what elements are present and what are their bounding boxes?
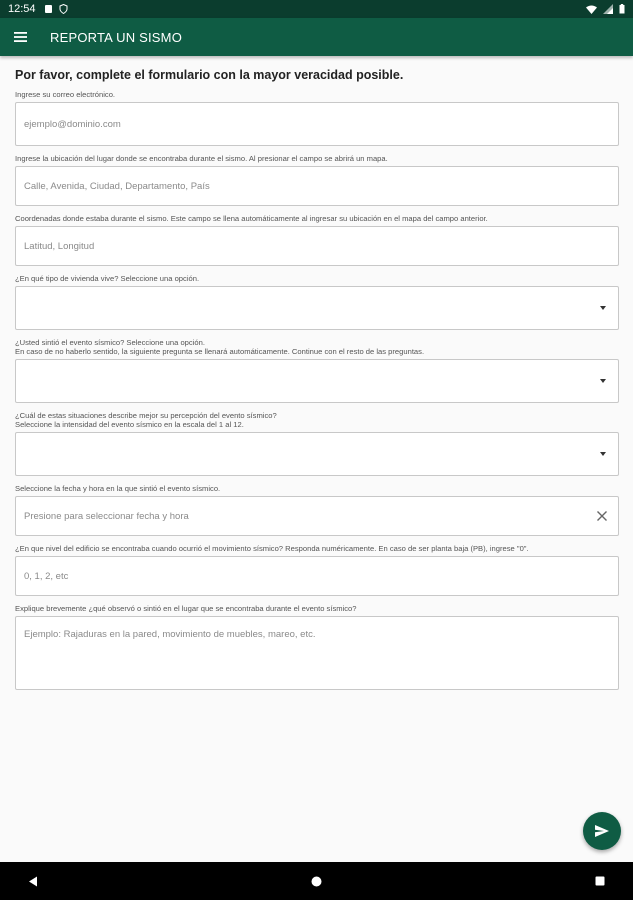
description-label: Explique brevemente ¿qué observó o sintió en el lugar que se encontraba durante el evento sísmico? <box>15 604 357 613</box>
floor-field-container <box>15 556 619 596</box>
dropdown-arrow-icon <box>600 379 606 383</box>
datetime-label: Seleccione la fecha y hora en la que sintió el evento sísmico. <box>15 484 221 493</box>
description-field[interactable] <box>24 629 610 685</box>
intensity-label <box>15 411 619 429</box>
hamburger-icon <box>14 32 27 42</box>
felt-label-line2: En caso de no haberlo sentido, la siguiente pregunta se llenará automáticamente. Continue con el resto de las preguntas. <box>15 347 425 356</box>
app-title: REPORTA UN SISMO <box>50 29 183 45</box>
felt-label-line1: ¿Usted sintió el evento sísmico? Seleccione una opción. <box>15 338 205 347</box>
housing-label: ¿En qué tipo de vivienda vive? Seleccione una opción. <box>15 274 200 283</box>
send-button[interactable] <box>583 812 621 850</box>
notification-icon <box>44 4 53 14</box>
intensity-dropdown[interactable] <box>15 432 619 476</box>
shield-icon <box>59 4 68 14</box>
status-bar <box>0 0 633 18</box>
description-field-container <box>15 616 619 690</box>
report-form <box>15 68 619 690</box>
battery-icon <box>619 4 625 14</box>
email-field[interactable] <box>24 119 610 130</box>
system-nav-bar <box>0 862 633 900</box>
form-intro: Por favor, complete el formulario con la mayor veracidad posible. <box>15 68 404 82</box>
housing-dropdown[interactable] <box>15 286 619 330</box>
status-time: 12:54 <box>8 3 36 15</box>
email-label: Ingrese su correo electrónico. <box>15 90 116 99</box>
recents-icon[interactable] <box>595 876 605 886</box>
datetime-field-container <box>15 496 619 536</box>
coordinates-label: Coordenadas donde estaba durante el sismo. Este campo se llena automáticamente al ingresar su ubicación en el mapa del campo anterior. <box>15 214 488 223</box>
floor-label: ¿En que nivel del edificio se encontraba cuando ocurrió el movimiento sísmico? Responda numéricamente. En caso de ser planta baja (PB), ingrese "0". <box>15 544 529 553</box>
location-field[interactable] <box>24 181 610 192</box>
dropdown-arrow-icon <box>600 452 606 456</box>
datetime-field[interactable] <box>24 511 610 522</box>
intensity-label-line1: ¿Cuál de estas situaciones describe mejor su percepción del evento sísmico? <box>15 411 277 420</box>
close-icon[interactable] <box>596 510 608 522</box>
coordinates-field[interactable] <box>24 241 610 252</box>
wifi-icon <box>586 5 597 14</box>
signal-icon <box>603 4 613 14</box>
back-icon[interactable] <box>28 876 38 887</box>
location-label: Ingrese la ubicación del lugar donde se encontraba durante el sismo. Al presionar el campo se abrirá un mapa. <box>15 154 388 163</box>
home-icon[interactable] <box>311 876 322 887</box>
send-icon <box>595 825 609 837</box>
felt-label <box>15 338 619 356</box>
app-bar <box>0 18 633 56</box>
dropdown-arrow-icon <box>600 306 606 310</box>
intensity-label-line2: Seleccione la intensidad del evento sísmico en la escala del 1 al 12. <box>15 420 244 429</box>
email-field-container <box>15 102 619 146</box>
floor-field[interactable] <box>24 571 610 582</box>
felt-dropdown[interactable] <box>15 359 619 403</box>
menu-button[interactable] <box>0 18 40 56</box>
coordinates-field-container <box>15 226 619 266</box>
location-field-container <box>15 166 619 206</box>
